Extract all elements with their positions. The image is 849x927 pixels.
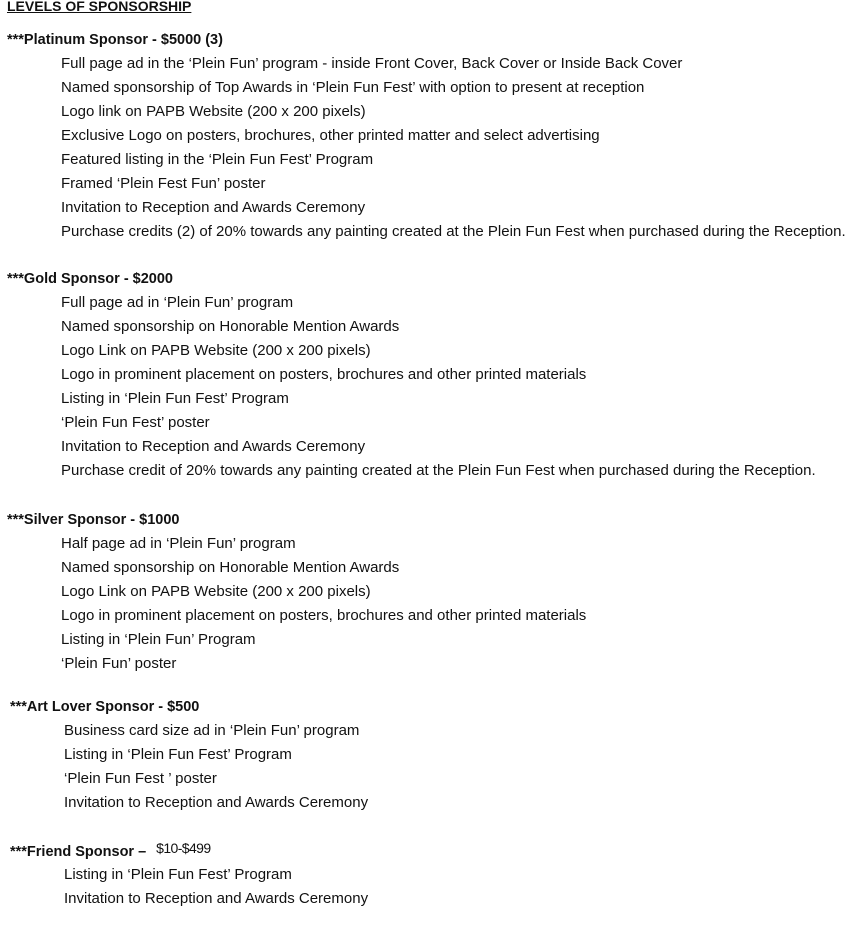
benefit-list xyxy=(0,863,849,911)
benefit-item: Logo link on PAPB Website (200 x 200 pixels) xyxy=(61,103,366,120)
benefit-item: Listing in ‘Plein Fun Fest’ Program xyxy=(61,390,289,407)
benefit-item: Invitation to Reception and Awards Ceremony xyxy=(61,199,366,216)
benefit-item: Full page ad in the ‘Plein Fun’ program - inside Front Cover, Back Cover or Inside Back Cover xyxy=(61,55,683,72)
benefit-item: Logo Link on PAPB Website (200 x 200 pixels) xyxy=(61,583,371,600)
benefit-item: Half page ad in ‘Plein Fun’ program xyxy=(61,535,296,552)
section-friend xyxy=(0,839,849,911)
section-silver xyxy=(0,508,849,676)
benefit-item: Exclusive Logo on posters, brochures, other printed matter and select advertising xyxy=(61,127,600,144)
benefit-item: Listing in ‘Plein Fun Fest’ Program xyxy=(64,746,292,763)
benefit-item: ‘Plein Fun’ poster xyxy=(61,655,177,672)
section-heading xyxy=(0,267,849,291)
benefit-list xyxy=(0,532,849,676)
section-heading-text: ***Friend Sponsor – xyxy=(10,844,147,860)
benefit-item: Logo Link on PAPB Website (200 x 200 pixels) xyxy=(61,342,371,359)
section-gold xyxy=(0,267,849,483)
benefit-list xyxy=(0,719,849,815)
benefit-item: Purchase credits (2) of 20% towards any painting created at the Plein Fun Fest when purchased during the Reception. xyxy=(61,223,846,240)
benefit-item: Featured listing in the ‘Plein Fun Fest’ Program xyxy=(61,151,374,168)
section-platinum xyxy=(0,28,849,244)
benefit-item: Listing in ‘Plein Fun Fest’ Program xyxy=(64,866,292,883)
section-heading xyxy=(0,28,849,52)
section-heading xyxy=(0,839,849,863)
benefit-item: Named sponsorship of Top Awards in ‘Plein Fun Fest’ with option to present at reception xyxy=(61,79,645,96)
benefit-item: Listing in ‘Plein Fun’ Program xyxy=(61,631,256,648)
page-title: LEVELS OF SPONSORSHIP xyxy=(7,0,192,14)
benefit-list xyxy=(0,291,849,483)
section-heading xyxy=(0,508,849,532)
price-range: $10-$499 xyxy=(156,840,211,856)
benefit-item: Named sponsorship on Honorable Mention Awards xyxy=(61,318,400,335)
benefit-item: Business card size ad in ‘Plein Fun’ program xyxy=(64,722,360,739)
section-heading-text: ***Platinum Sponsor - $5000 (3) xyxy=(7,32,223,48)
benefit-item: Invitation to Reception and Awards Ceremony xyxy=(61,438,366,455)
section-heading-text: ***Silver Sponsor - $1000 xyxy=(7,512,180,528)
benefit-item: Full page ad in ‘Plein Fun’ program xyxy=(61,294,294,311)
section-heading-text: ***Art Lover Sponsor - $500 xyxy=(10,699,200,715)
benefit-item: ‘Plein Fun Fest’ poster xyxy=(61,414,210,431)
benefit-list xyxy=(0,52,849,244)
benefit-item: ‘Plein Fun Fest ’ poster xyxy=(64,770,217,787)
benefit-item: Invitation to Reception and Awards Ceremony xyxy=(64,794,369,811)
benefit-item: Invitation to Reception and Awards Ceremony xyxy=(64,890,369,907)
section-heading xyxy=(0,695,849,719)
benefit-item: Framed ‘Plein Fest Fun’ poster xyxy=(61,175,266,192)
benefit-item: Purchase credit of 20% towards any painting created at the Plein Fun Fest when purchased during the Reception. xyxy=(61,462,816,479)
benefit-item: Named sponsorship on Honorable Mention Awards xyxy=(61,559,400,576)
benefit-item: Logo in prominent placement on posters, brochures and other printed materials xyxy=(61,366,587,383)
section-art-lover xyxy=(0,695,849,815)
benefit-item: Logo in prominent placement on posters, brochures and other printed materials xyxy=(61,607,587,624)
section-heading-text: ***Gold Sponsor - $2000 xyxy=(7,271,173,287)
